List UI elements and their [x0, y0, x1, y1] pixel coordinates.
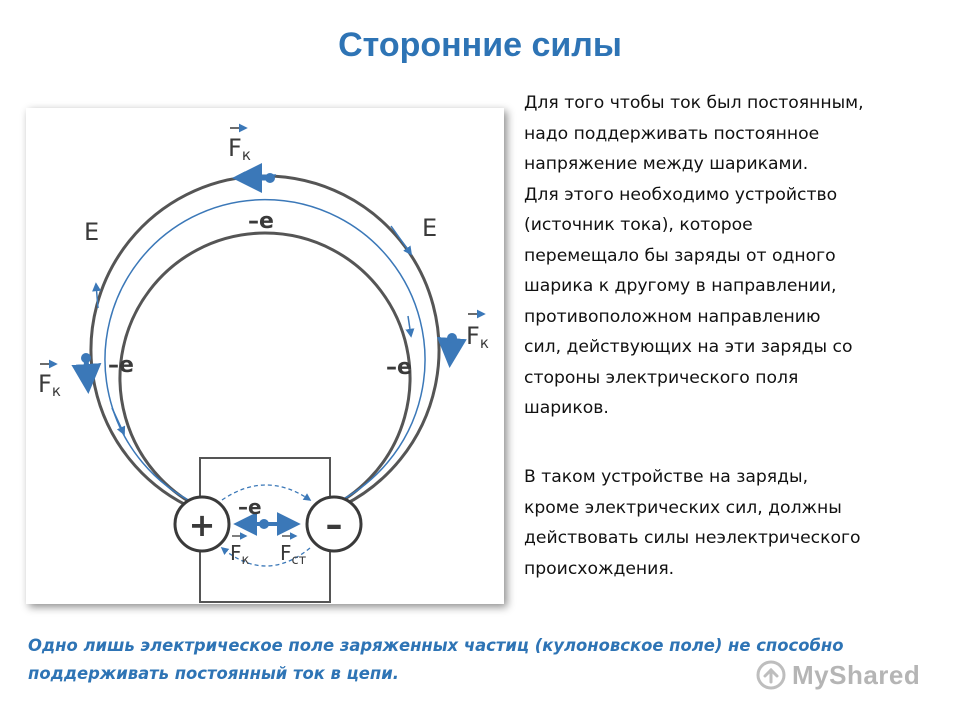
svg-text:+: + — [188, 506, 216, 544]
force-label-source-k — [230, 536, 250, 568]
charge-label-right: –e — [386, 355, 412, 380]
explanation-paragraph-1: Для того чтобы ток был постоянным, надо поддерживать постоянное напряжение между шариками. Для этого необходимо устройство (источник тока), которое перемещало бы заряды от одного шарика к другому в направлении, противоположном направлению сил, действующих на эти заряды со стороны электрического поля шариков. — [524, 93, 864, 418]
circuit-diagram — [26, 108, 504, 604]
field-label-right: E — [422, 214, 438, 242]
charge-dot-left — [81, 353, 91, 363]
conductor-inner-wall — [120, 233, 410, 513]
explanation-paragraph-2: В таком устройстве на заряды, кроме электрических сил, должны действовать силы неэлектрического происхождения. — [524, 467, 861, 579]
svg-text:Fк: Fк — [228, 134, 251, 164]
field-label-left: E — [84, 218, 100, 246]
charge-dot-source — [259, 519, 269, 529]
watermark-text: MyShared — [792, 659, 921, 690]
force-label-source-st — [280, 536, 307, 568]
conclusion-note: Одно лишь электрическое поле заряженных частиц (кулоновское поле) не способно поддерживать постоянный ток в цепи. — [28, 636, 844, 683]
svg-text:Fст: $F_{ст}$ — [280, 541, 307, 568]
page-title: Сторонние силы — [338, 26, 622, 64]
svg-text:Fк: Fк — [466, 322, 489, 352]
svg-text:–: – — [325, 505, 343, 545]
charge-dot-right — [447, 333, 457, 343]
negative-terminal — [307, 497, 361, 551]
charge-label-source: –e — [238, 495, 262, 519]
positive-terminal — [175, 497, 229, 551]
charge-label-top: –e — [248, 209, 274, 234]
charge-dot-top — [265, 173, 275, 183]
force-label-right — [466, 314, 489, 352]
charge-label-left: –e — [108, 353, 134, 378]
force-label-left — [38, 364, 61, 400]
svg-text:Fк: Fк — [38, 370, 61, 400]
myshared-logo-icon — [756, 660, 786, 690]
force-label-top — [228, 128, 251, 164]
svg-text:Fк: $F_к$ — [230, 541, 250, 568]
watermark — [756, 658, 920, 692]
